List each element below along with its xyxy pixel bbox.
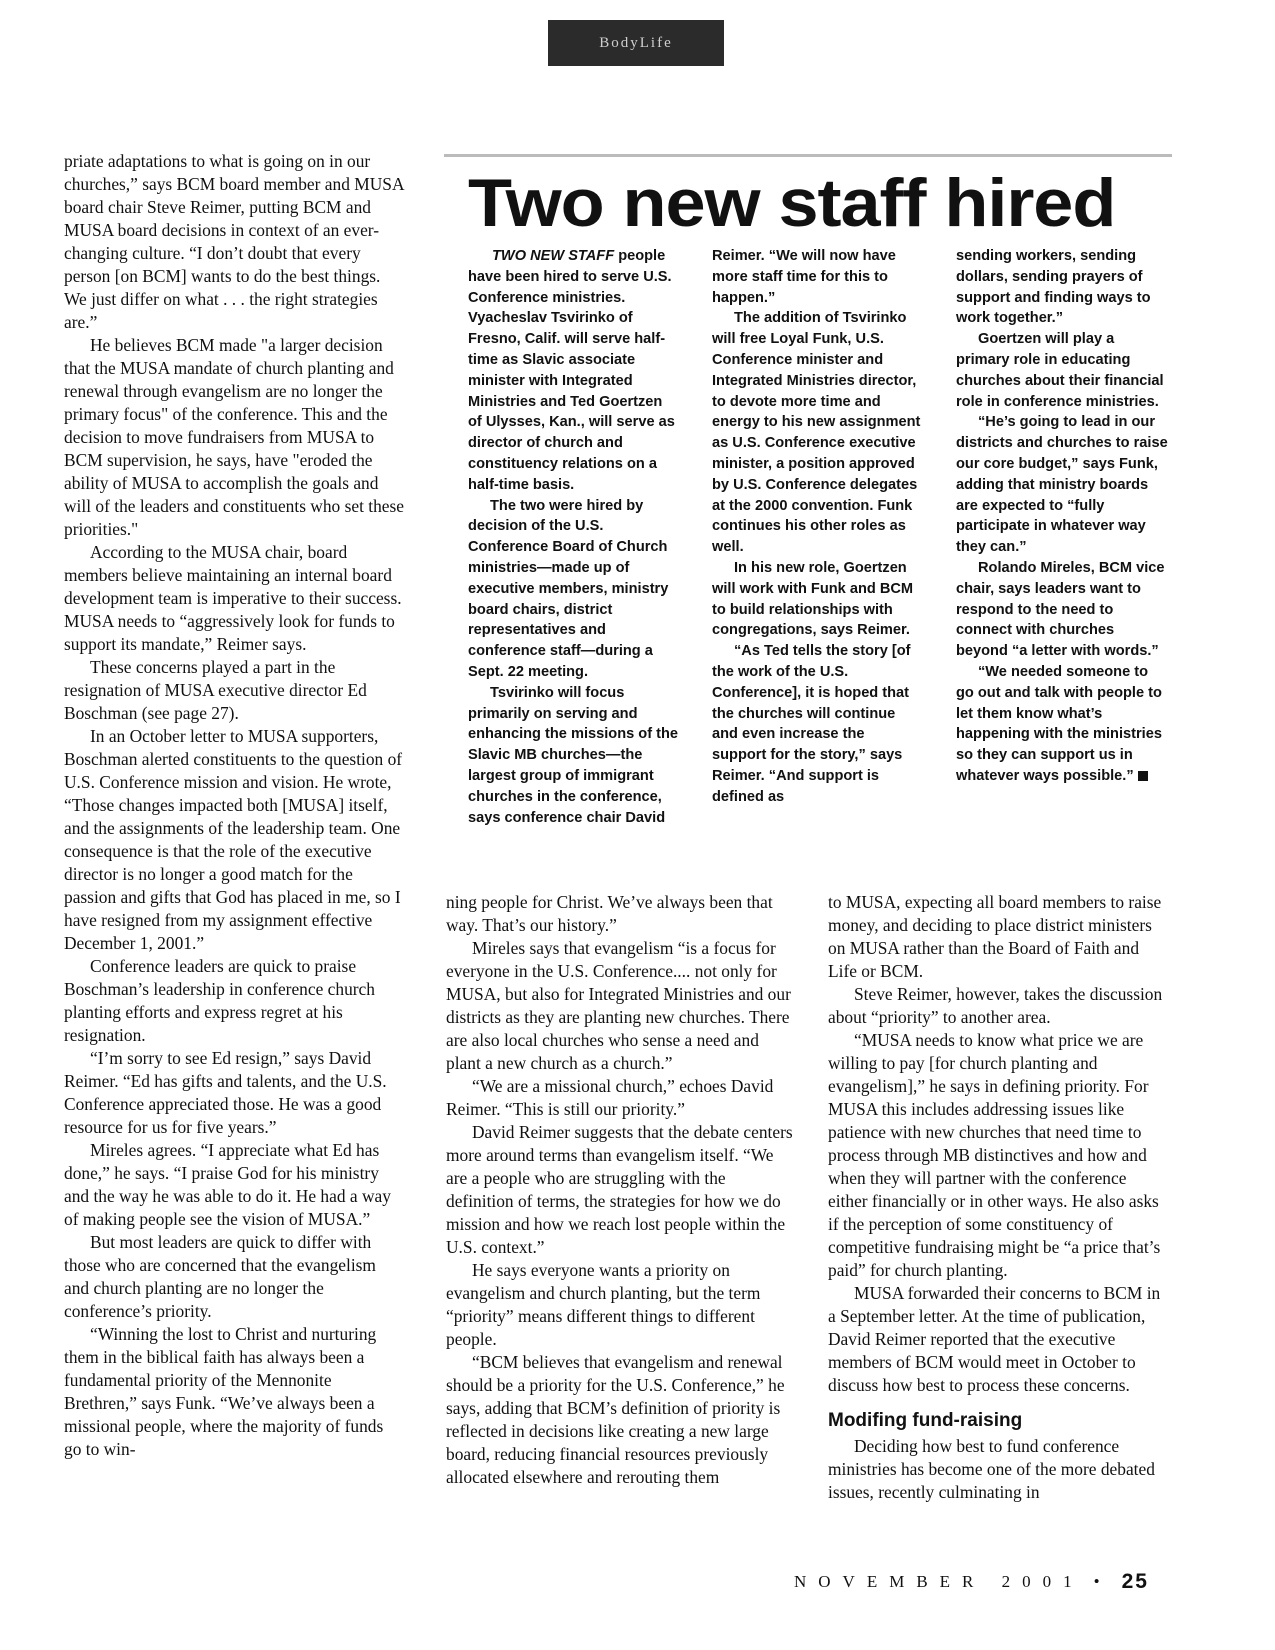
headline-rule	[444, 154, 1172, 157]
paragraph: Mireles agrees. “I appreciate what Ed has done,” he says. “I praise God for his ministry and the way he was able to do it. He had a way of making people see the vision of MUSA.”	[64, 1140, 391, 1229]
sidebar-paragraph: Tsvirinko will focus primarily on serving and enhancing the missions of the Slavic MB churches—the largest group of immigrant churches in the conference, says conference chair David	[468, 684, 679, 826]
section-label: BodyLife	[548, 20, 724, 66]
paragraph: In an October letter to MUSA supporters, Boschman alerted constituents to the question of U.S. Conference mission and vision. He wrote, “Those changes impacted both [MUSA] itself, and the assignments of the leadership team. One consequence is that the role of the executive director is no longer a good match for the passion and gifts that God has placed in me, so I have resigned from my assignment effective December 1, 2001.”	[64, 726, 403, 953]
page-footer	[794, 1570, 1174, 1594]
paragraph: priate adaptations to what is going on in our churches,” says BCM board member and MUSA board chair Steve Reimer, putting BCM and MUSA board decisions in context of an ever-changing culture. “I don’t doubt that every person [on BCM] wants to do the best things. We just differ on what . . . the right strategies are.”	[64, 151, 404, 332]
article-left-column	[64, 150, 404, 1461]
paragraph: David Reimer suggests that the debate centers more around terms than evangelism itself. “We are a people who are struggling with the definition of terms, the strategies for how we do mission and how we reach lost people within the U.S. context.”	[446, 1122, 793, 1257]
article-right-column	[828, 891, 1168, 1504]
sidebar-column-2	[712, 246, 922, 808]
paragraph: The addition of Tsvirinko will free Loyal Funk, U.S. Conference minister and Integrated Ministries director, to devote more time and energy to his new assignment as U.S. Conference executive minister, a position approved by U.S. Conference delegates at the 2000 convention. Funk continues his other roles as well.	[712, 310, 921, 556]
paragraph: “MUSA needs to know what price we are willing to pay [for church planting and evangelism],” he says in defining priority. For MUSA this includes addressing issues like patience with new churches that need time to process through MB distinctives and how and when they will partner with the conference either financially or in other ways. He also asks if the perception of some constituency of competitive fundraising might be “a price that’s paid” for church planting.	[828, 1030, 1161, 1280]
article-headline: Two new staff hired	[468, 165, 1116, 241]
paragraph: ning people for Christ. We’ve always been that way. That’s our history.”	[446, 892, 773, 935]
paragraph: He believes BCM made "a larger decision that the MUSA mandate of church planting and renewal through evangelism are no longer the primary focus" of the conference. This and the decision to move fundraisers from MUSA to BCM supervision, he says, have "eroded the ability of MUSA to accomplish the goals and will of the leaders and constituents who set these priorities."	[64, 335, 405, 539]
section-subhead: Modifing fund-raising	[828, 1410, 1023, 1431]
paragraph: Mireles says that evangelism “is a focus for everyone in the U.S. Conference.... not only for MUSA, but also for Integrated Ministries and our districts as they are planting new churches. There are also local churches who sense a need and plant a new church as a church.”	[446, 938, 791, 1073]
paragraph: He says everyone wants a priority on evangelism and church planting, but the term “priority” means different things to different people.	[446, 1260, 761, 1349]
paragraph: Reimer. “We will now have more staff time for this to happen.”	[712, 248, 896, 306]
end-mark-icon	[1138, 771, 1148, 781]
issue-date: NOVEMBER 2001	[794, 1572, 1084, 1591]
sidebar-paragraph	[468, 246, 678, 496]
paragraph: “As Ted tells the story [of the work of the U.S. Conference], it is hoped that the churches will continue and even increase the support for the story,” says Reimer. “And support is defined as	[712, 643, 911, 805]
paragraph: Steve Reimer, however, takes the discussion about “priority” to another area.	[828, 984, 1163, 1027]
sidebar-paragraph: The two were hired by decision of the U.S. Conference Board of Church ministries—made up of executive members, ministry board chairs, district representatives and conference staff—during a Sept. 22 meeting.	[468, 497, 669, 680]
paragraph: “Winning the lost to Christ and nurturing them in the biblical faith has always been a fundamental priority of the Mennonite Brethren,” says Funk. “We’ve always been a missional people, where the majority of funds go to win-	[64, 1324, 384, 1459]
sidebar-column-1	[468, 246, 678, 828]
paragraph: “I’m sorry to see Ed resign,” says David Reimer. “Ed has gifts and talents, and the U.S. Conference appreciated those. He was a good resource for us for five years.”	[64, 1048, 387, 1137]
paragraph: “BCM believes that evangelism and renewal should be a priority for the U.S. Conference,” he says, adding that BCM’s definition of priority is reflected in decisions like creating a new large board, reducing financial resources previously allocated elsewhere and rerouting them	[446, 1352, 785, 1487]
paragraph: These concerns played a part in the resignation of MUSA executive director Ed Boschman (see page 27).	[64, 657, 367, 723]
paragraph: “We are a missional church,” echoes David Reimer. “This is still our priority.”	[446, 1076, 774, 1119]
paragraph: to MUSA, expecting all board members to raise money, and deciding to place district ministers on MUSA rather than the Board of Faith and Life or BCM.	[828, 892, 1162, 981]
page-number: 25	[1121, 1570, 1149, 1593]
sidebar-text: people have been hired to serve U.S. Conference ministries. Vyacheslav Tsvirinko of Fresno, Calif. will serve half-time as Slavic associate minister with Integrated Ministries and Ted Goertzen of Ulysses, Kan., will serve as director of church and constituency relations on a half-time basis.	[468, 248, 675, 493]
paragraph: sending workers, sending dollars, sending prayers of support and finding ways to work together.”	[956, 248, 1151, 327]
article-middle-column	[446, 891, 796, 1489]
paragraph: Rolando Mireles, BCM vice chair, says leaders want to respond to the need to connect with churches beyond “a letter with words.”	[956, 559, 1165, 660]
paragraph: In his new role, Goertzen will work with Funk and BCM to build relationships with congregations, says Reimer.	[712, 559, 914, 639]
footer-bullet: •	[1093, 1572, 1112, 1591]
paragraph: But most leaders are quick to differ with those who are concerned that the evangelism and church planting are no longer the conference’s priority.	[64, 1232, 376, 1321]
paragraph: Deciding how best to fund conference ministries has become one of the more debated issues, recently culminating in	[828, 1436, 1155, 1502]
paragraph: According to the MUSA chair, board members believe maintaining an internal board development team is imperative to their success. MUSA needs to “aggressively look for funds to support its mandate,” Reimer says.	[64, 542, 402, 654]
paragraph: Conference leaders are quick to praise Boschman’s leadership in conference church planting efforts and express regret at his resignation.	[64, 956, 375, 1045]
sidebar-lead-in: TWO NEW STAFF	[492, 248, 615, 264]
paragraph: “He’s going to lead in our districts and churches to raise our core budget,” says Funk, adding that ministry boards are expected to “fully participate in whatever way they can.”	[956, 414, 1168, 556]
paragraph: Goertzen will play a primary role in educating churches about their financial role in conference ministries.	[956, 331, 1164, 410]
paragraph: “We needed someone to go out and talk with people to let them know what’s happening with the ministries so they can support us in whatever ways possible.”	[956, 663, 1162, 784]
sidebar-column-3	[956, 246, 1168, 787]
paragraph: MUSA forwarded their concerns to BCM in a September letter. At the time of publication, David Reimer reported that the executive members of BCM would meet in October to discuss how best to process these concerns.	[828, 1283, 1161, 1395]
